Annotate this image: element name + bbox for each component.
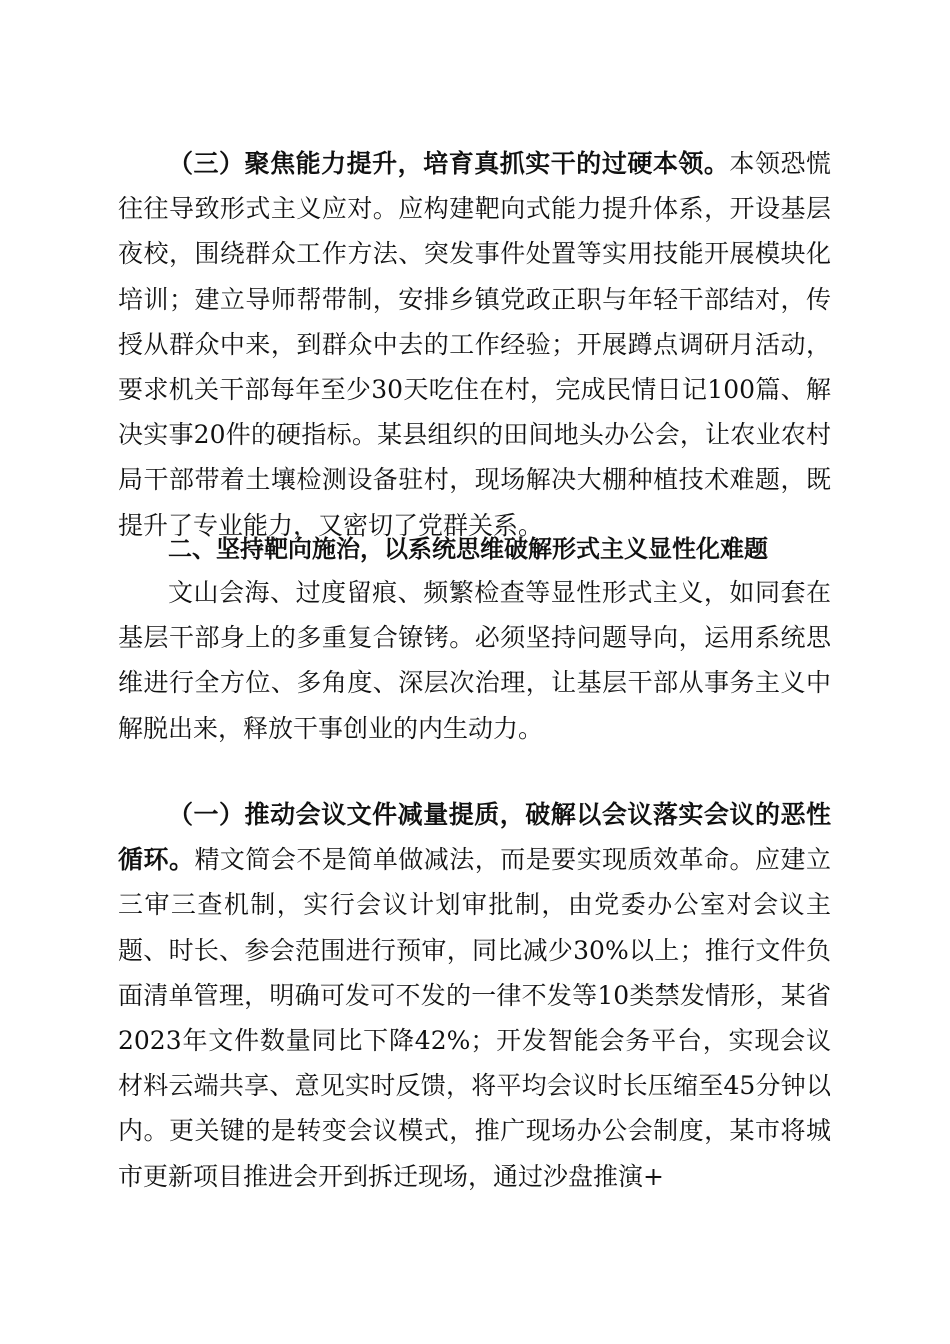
paragraph-meetings: [118, 792, 831, 1199]
subsection-3-body: 本领恐慌往往导致形式主义应对。应构建靶向式能力提升体系，开设基层夜校，围绕群众工作方法、突发事件处置等实用技能开展模块化培训；建立导师帮带制，安排乡镇党政正职与年轻干部结对，传授从群众中来，到群众中去的工作经验；开展蹲点调研月活动，要求机关干部每年至少30天吃住在村，完成民情日记100篇、解决实事20件的硬指标。某县组织的田间地头办公会，让农业农村局干部带着土壤检测设备驻村，现场解决大棚种植技术难题，既提升了专业能力，又密切了党群关系。: [118, 149, 831, 540]
paragraph-capability: [118, 141, 831, 548]
section-2-heading: 二、坚持靶向施治，以系统思维破解形式主义显性化难题: [168, 535, 768, 563]
subsection-1-lead: （一）推动会议文件减量提质，破解以会议落实会议的恶性循环。: [118, 800, 831, 875]
subsection-3-lead: （三）聚焦能力提升，培育真抓实干的过硬本领。: [168, 149, 730, 178]
subsection-1-body: 精文简会不是简单做减法，而是要实现质效革命。应建立三审三查机制，实行会议计划审批制，由党委办公室对会议主题、时长、参会范围进行预审，同比减少30%以上；推行文件负面清单管理，明确可发可不发的一律不发等10类禁发情形，某省2023年文件数量同比下降42%；开发智能会务平台，实现会议材料云端共享、意见实时反馈，将平均会议时长压缩至45分钟以内。更关键的是转变会议模式，推广现场办公会制度，某市将城市更新项目推进会开到拆迁现场，通过沙盘推演+: [118, 845, 831, 1191]
section-2-intro-paragraph: 文山会海、过度留痕、频繁检查等显性形式主义，如同套在基层干部身上的多重复合镣铐。必须坚持问题导向，运用系统思维进行全方位、多角度、深层次治理，让基层干部从事务主义中解脱出来，释放干事创业的内生动力。: [118, 578, 831, 743]
